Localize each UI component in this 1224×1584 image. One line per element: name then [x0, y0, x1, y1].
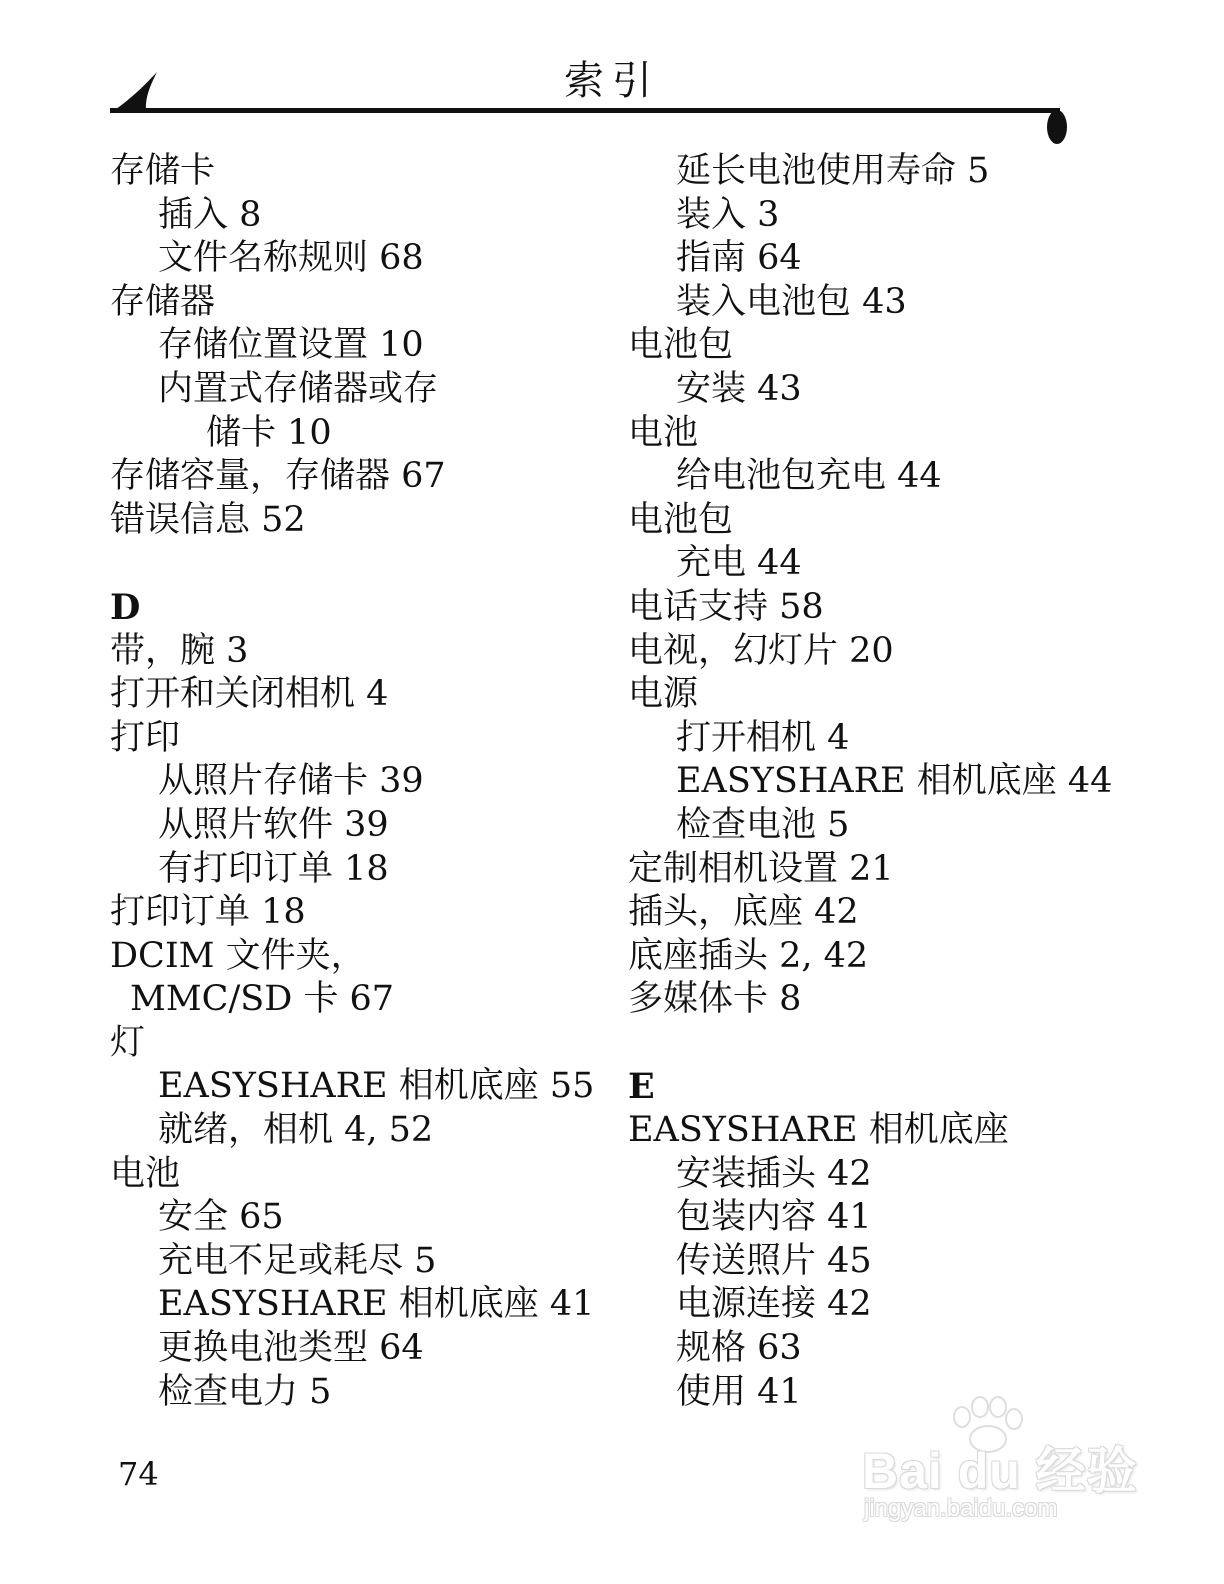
- page-number: 74: [118, 1455, 159, 1493]
- index-entry: 传送照片 45: [676, 1240, 872, 1281]
- index-entry: 更换电池类型 64: [158, 1328, 424, 1369]
- index-entry: 安装 43: [676, 368, 802, 409]
- index-entry: 打印订单 18: [110, 892, 306, 933]
- watermark-brand: Bai du 经验: [862, 1443, 1138, 1499]
- header-swoosh: [110, 72, 157, 113]
- index-entry: 打开相机 4: [676, 717, 850, 758]
- index-entry: 底座插头 2, 42: [628, 935, 869, 976]
- index-entry: 指南 64: [676, 238, 802, 279]
- index-entry: 电池包: [628, 325, 734, 366]
- index-entry: 灯: [110, 1022, 146, 1063]
- index-section-letter: E: [628, 1066, 655, 1108]
- index-entry: 错误信息 52: [110, 499, 306, 540]
- index-entry: 定制相机设置 21: [628, 848, 894, 889]
- index-entry: 电源连接 42: [676, 1284, 872, 1325]
- baidu-watermark: [850, 1395, 1150, 1545]
- index-entry: 插入 8: [158, 194, 262, 235]
- index-entry: 有打印订单 18: [158, 848, 389, 889]
- index-entry: 规格 63: [676, 1328, 802, 1369]
- index-entry: EASYSHARE 相机底座 41: [158, 1284, 595, 1325]
- index-entry: 给电池包充电 44: [676, 456, 942, 497]
- index-entry: 储卡 10: [206, 412, 332, 453]
- index-entry: MMC/SD 卡 67: [130, 979, 395, 1020]
- section-spacer: [628, 1022, 1188, 1066]
- index-entry: 使用 41: [676, 1371, 802, 1412]
- index-entry: 安装插头 42: [676, 1153, 872, 1194]
- index-entry: EASYSHARE 相机底座 44: [676, 761, 1113, 802]
- index-entry: 文件名称规则 68: [158, 238, 424, 279]
- index-entry: 电话支持 58: [628, 586, 824, 627]
- index-entry: 存储卡: [110, 151, 216, 191]
- index-entry: EASYSHARE 相机底座 55: [158, 1066, 595, 1107]
- index-entry: 带，腕 3: [110, 630, 249, 671]
- index-entry: 延长电池使用寿命 5: [676, 151, 990, 191]
- watermark-url: jingyan.baidu.com: [864, 1495, 1058, 1522]
- index-entry: 充电 44: [676, 543, 802, 584]
- header-line-end-dot: [1047, 110, 1067, 144]
- index-entry: 打开和关闭相机 4: [110, 674, 389, 715]
- index-entry: DCIM 文件夹，: [110, 935, 366, 976]
- index-entry: 检查电池 5: [676, 804, 850, 845]
- index-entry: 电池: [628, 412, 699, 453]
- index-column-left: [110, 150, 610, 1414]
- index-entry: 安全 65: [158, 1197, 284, 1238]
- index-entry: 存储容量，存储器 67: [110, 456, 446, 497]
- index-entry: 就绪，相机 4, 52: [158, 1110, 434, 1151]
- section-spacer: [110, 542, 610, 586]
- index-entry: 检查电力 5: [158, 1371, 332, 1412]
- index-entry: 充电不足或耗尽 5: [158, 1240, 437, 1281]
- index-entry: 装入电池包 43: [676, 281, 907, 322]
- header-line: [110, 108, 1060, 113]
- index-entry: 从照片存储卡 39: [158, 761, 424, 802]
- page-title: 索引: [564, 58, 660, 104]
- index-entry: 存储位置设置 10: [158, 325, 424, 366]
- index-entry: 存储器: [110, 281, 216, 322]
- index-entry: 内置式存储器或存: [158, 368, 439, 409]
- index-entry: EASYSHARE 相机底座: [628, 1110, 1009, 1151]
- index-entry: 插头，底座 42: [628, 892, 859, 933]
- index-entry: 多媒体卡 8: [628, 979, 802, 1020]
- header-rule-ornament: [100, 60, 1080, 150]
- index-column-right: [628, 150, 1188, 1414]
- index-entry: 从照片软件 39: [158, 804, 389, 845]
- index-entry: 装入 3: [676, 194, 780, 235]
- index-entry: 打印: [110, 717, 181, 758]
- index-section-letter: D: [110, 586, 141, 628]
- index-entry: 电源: [628, 674, 699, 715]
- index-entry: 电视，幻灯片 20: [628, 630, 894, 671]
- index-entry: 电池: [110, 1153, 181, 1194]
- index-entry: 电池包: [628, 499, 734, 540]
- index-entry: 包装内容 41: [676, 1197, 872, 1238]
